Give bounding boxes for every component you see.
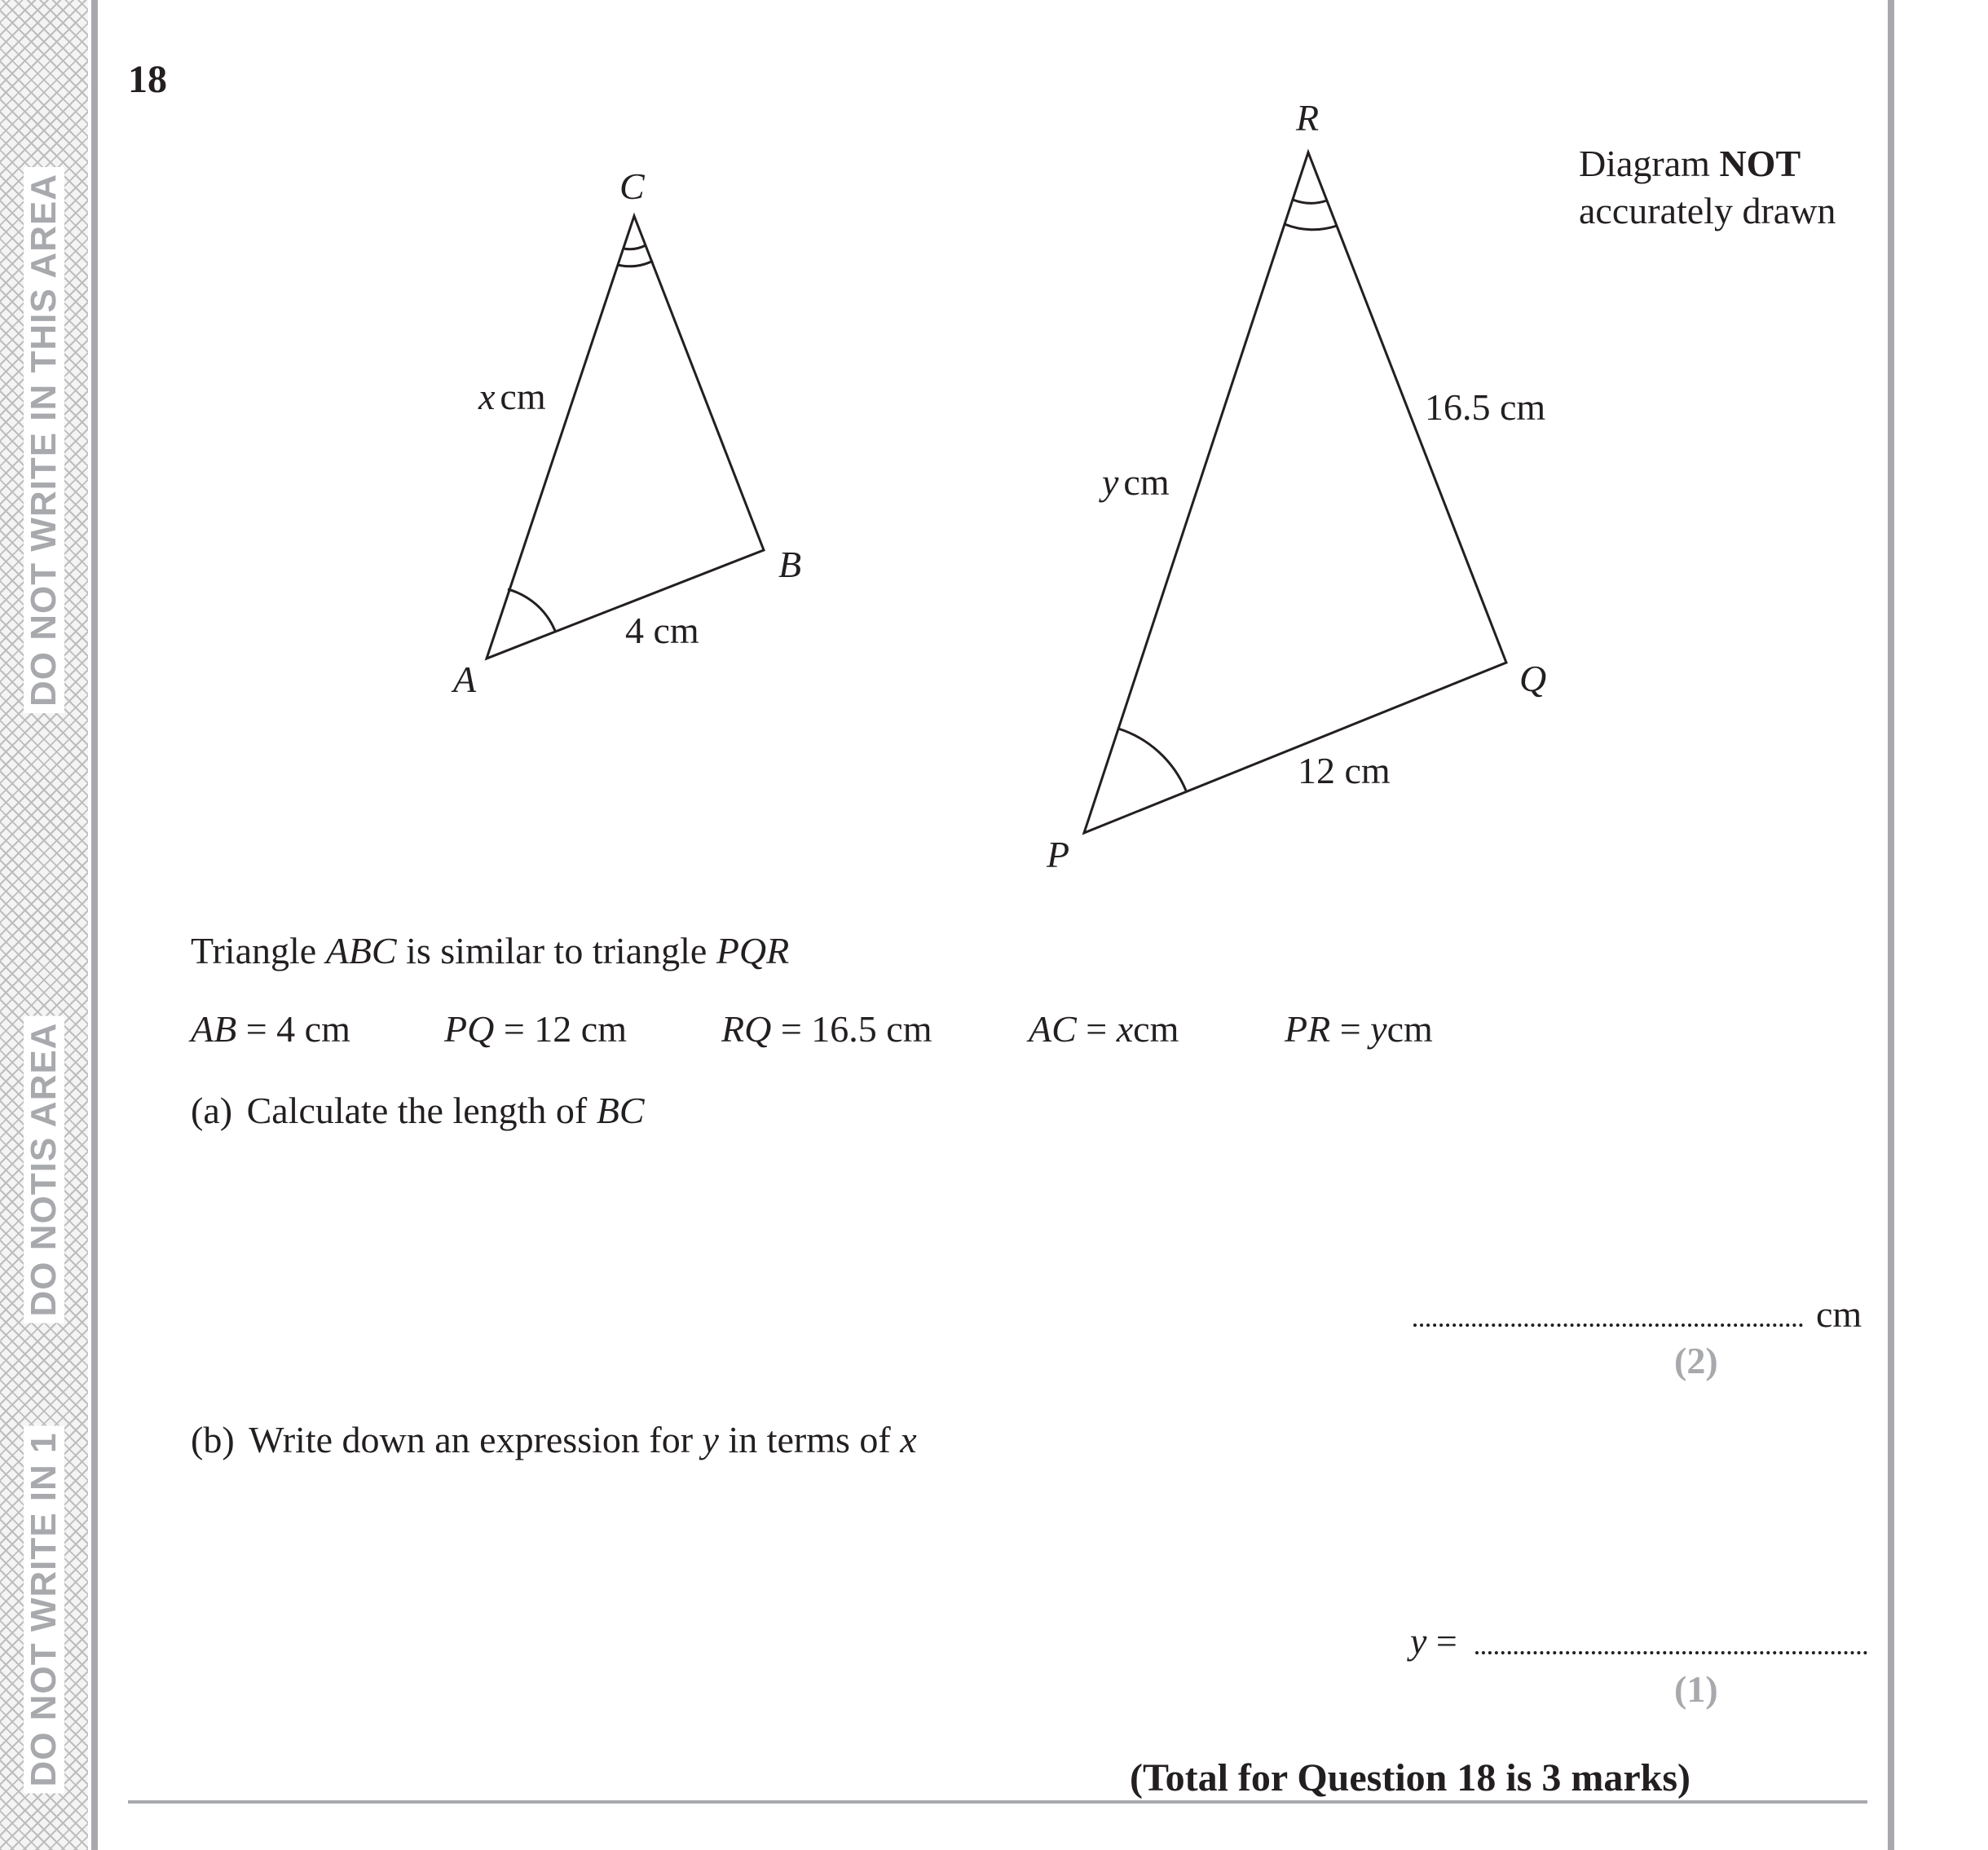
statement-part2: is similar to triangle	[396, 930, 716, 971]
angle-p-arc	[1118, 729, 1186, 791]
diagram-note-bold: NOT	[1719, 143, 1801, 184]
part-a-text: Calculate the length of	[246, 1090, 597, 1131]
statement-abc: ABC	[325, 930, 397, 971]
statement-pqr: PQR	[716, 930, 790, 971]
part-b-text1: Write down an expression for	[249, 1419, 703, 1460]
part-a-answer-unit: cm	[1816, 1293, 1862, 1335]
part-b-text2: in terms of	[718, 1419, 901, 1460]
angle-c-arc-inner	[624, 245, 646, 249]
part-a-label: (a)	[191, 1090, 233, 1131]
equation-pr-lhs: PR	[1285, 1008, 1331, 1050]
equation-pq-rhs: = 12 cm	[494, 1008, 627, 1050]
part-b-answer-prefix	[1410, 1619, 1457, 1663]
vertex-label-q: Q	[1519, 658, 1547, 699]
equation-pq-lhs: PQ	[444, 1008, 495, 1050]
side-label-pr-var: y	[1102, 461, 1119, 503]
equation-rq-rhs: = 16.5 cm	[771, 1008, 932, 1050]
margin-warning-bottom: DO NOT WRITE IN 1	[24, 1426, 64, 1794]
triangle-abc	[487, 216, 764, 659]
part-b-var1: y	[702, 1419, 719, 1460]
equation-ab-rhs: = 4 cm	[236, 1008, 350, 1050]
margin-warning-middle: DO NOTIS AREA	[24, 1016, 64, 1324]
part-a-marks: (2)	[1674, 1340, 1718, 1381]
diagram-note-pre: Diagram	[1579, 143, 1720, 184]
similarity-statement	[191, 929, 789, 972]
part-b-var2: x	[900, 1419, 917, 1460]
part-b-marks: (1)	[1674, 1668, 1718, 1710]
equation-pr-mid: =	[1330, 1008, 1371, 1050]
equation-pr	[1285, 1007, 1433, 1051]
part-b-answer-eq: =	[1426, 1620, 1457, 1662]
side-label-pr	[1099, 461, 1170, 503]
side-label-ac	[478, 376, 546, 417]
vertex-label-b: B	[778, 544, 802, 585]
equation-ac-mid: =	[1076, 1008, 1117, 1050]
vertex-label-r: R	[1296, 97, 1320, 139]
angle-a-arc	[508, 589, 555, 631]
side-label-rq: 16.5 cm	[1425, 386, 1546, 428]
part-b-label: (b)	[191, 1419, 235, 1460]
equation-ac-unit: cm	[1133, 1008, 1179, 1050]
equation-ac-var: x	[1116, 1008, 1134, 1050]
side-label-ac-unit: cm	[500, 376, 546, 417]
question-number: 18	[128, 58, 167, 101]
equation-ab-lhs: AB	[191, 1008, 237, 1050]
angle-r-arc-outer	[1285, 224, 1337, 230]
side-label-pr-unit: cm	[1123, 461, 1170, 503]
vertex-label-c: C	[619, 165, 645, 207]
side-label-ac-var: x	[478, 376, 496, 417]
equation-pr-var: y	[1370, 1008, 1387, 1050]
question-total: (Total for Question 18 is 3 marks)	[1130, 1756, 1691, 1799]
statement-part1: Triangle	[191, 930, 326, 971]
equation-rq	[721, 1007, 932, 1051]
part-a-var: BC	[596, 1090, 645, 1131]
side-label-pq: 12 cm	[1298, 750, 1391, 791]
angle-r-arc-inner	[1293, 200, 1327, 203]
part-b-answer-line[interactable]	[1475, 1651, 1867, 1654]
part-a-question	[191, 1089, 645, 1132]
equation-ac	[1029, 1007, 1179, 1051]
margin-warning-top: DO NOT WRITE IN THIS AREA	[24, 167, 64, 713]
equation-ab	[191, 1007, 350, 1051]
equation-pq	[444, 1007, 627, 1051]
bottom-rule	[128, 1800, 1867, 1804]
equation-ac-lhs: AC	[1029, 1008, 1077, 1050]
part-a-answer-line[interactable]	[1413, 1324, 1803, 1327]
equation-pr-unit: cm	[1386, 1008, 1433, 1050]
equation-rq-lhs: RQ	[721, 1008, 772, 1050]
part-b-question	[191, 1418, 917, 1461]
side-label-ab: 4 cm	[625, 610, 699, 651]
diagram-note-line2: accurately drawn	[1579, 190, 1836, 231]
angle-c-arc-outer	[618, 261, 653, 266]
vertex-label-p: P	[1047, 834, 1070, 875]
part-b-answer-var: y	[1410, 1620, 1427, 1662]
vertex-label-a: A	[453, 659, 477, 700]
